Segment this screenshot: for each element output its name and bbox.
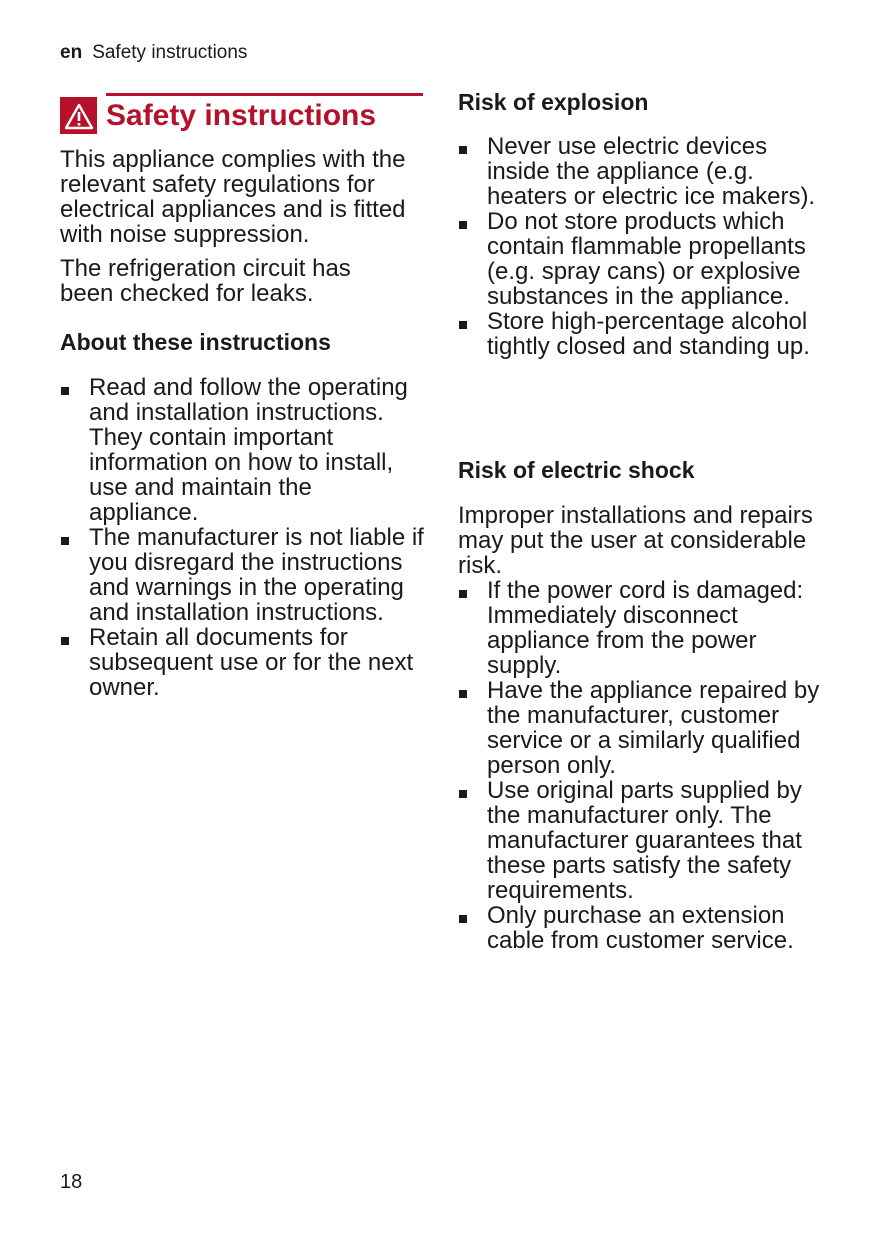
electric-shock-list [458, 578, 824, 953]
main-heading [60, 93, 423, 133]
bullet-square-icon [459, 590, 467, 598]
list-item: If the power cord is damaged: Immediately disconnect appliance from the power supply. [458, 578, 824, 678]
list-item: Store high-percentage alcohol tightly closed and standing up. [458, 309, 824, 359]
warning-icon [60, 97, 97, 134]
heading-rule [106, 93, 423, 96]
bullet-square-icon [459, 221, 467, 229]
running-header [60, 42, 247, 64]
language-code: en [60, 42, 83, 63]
intro-paragraph-leak-check: The refrigeration circuit has been checked for leaks. [60, 255, 351, 307]
running-header-section: Safety instructions [92, 42, 248, 63]
list-item: Never use electric devices inside the appliance (e.g. heaters or electric ice makers). [458, 134, 824, 209]
list-item: Do not store products which contain flammable propellants (e.g. spray cans) or explosive substances in the appliance. [458, 209, 824, 309]
list-item: Have the appliance repaired by the manufacturer, customer service or a similarly qualified person only. [458, 678, 824, 778]
intro-paragraph-compliance: This appliance complies with the relevant safety regulations for electrical appliances and is fitted with noise suppression. [60, 146, 406, 248]
list-item: Retain all documents for subsequent use or for the next owner. [60, 625, 424, 700]
bullet-square-icon [459, 146, 467, 154]
bullet-square-icon [459, 321, 467, 329]
about-instructions-list [60, 375, 424, 700]
bullet-square-icon [61, 387, 69, 395]
bullet-square-icon [459, 790, 467, 798]
section-heading-explosion: Risk of explosion [458, 89, 649, 115]
bullet-square-icon [61, 637, 69, 645]
explosion-risk-list [458, 134, 824, 359]
list-item: The manufacturer is not liable if you disregard the instructions and warnings in the operating and installation instructions. [60, 525, 424, 625]
page-title: Safety instructions [106, 99, 377, 132]
bullet-square-icon [459, 690, 467, 698]
list-item: Use original parts supplied by the manufacturer only. The manufacturer guarantees that these parts satisfy the safety requirements. [458, 778, 824, 903]
section-heading-electric-shock: Risk of electric shock [458, 457, 695, 483]
electric-shock-intro: Improper installations and repairs may put the user at considerable risk. [458, 502, 813, 579]
list-item: Only purchase an extension cable from customer service. [458, 903, 824, 953]
section-heading-about: About these instructions [60, 329, 331, 355]
bullet-square-icon [459, 915, 467, 923]
bullet-square-icon [61, 537, 69, 545]
list-item: Read and follow the operating and installation instructions. They contain important information on how to install, use and maintain the appliance. [60, 375, 424, 525]
page-number: 18 [60, 1171, 83, 1193]
